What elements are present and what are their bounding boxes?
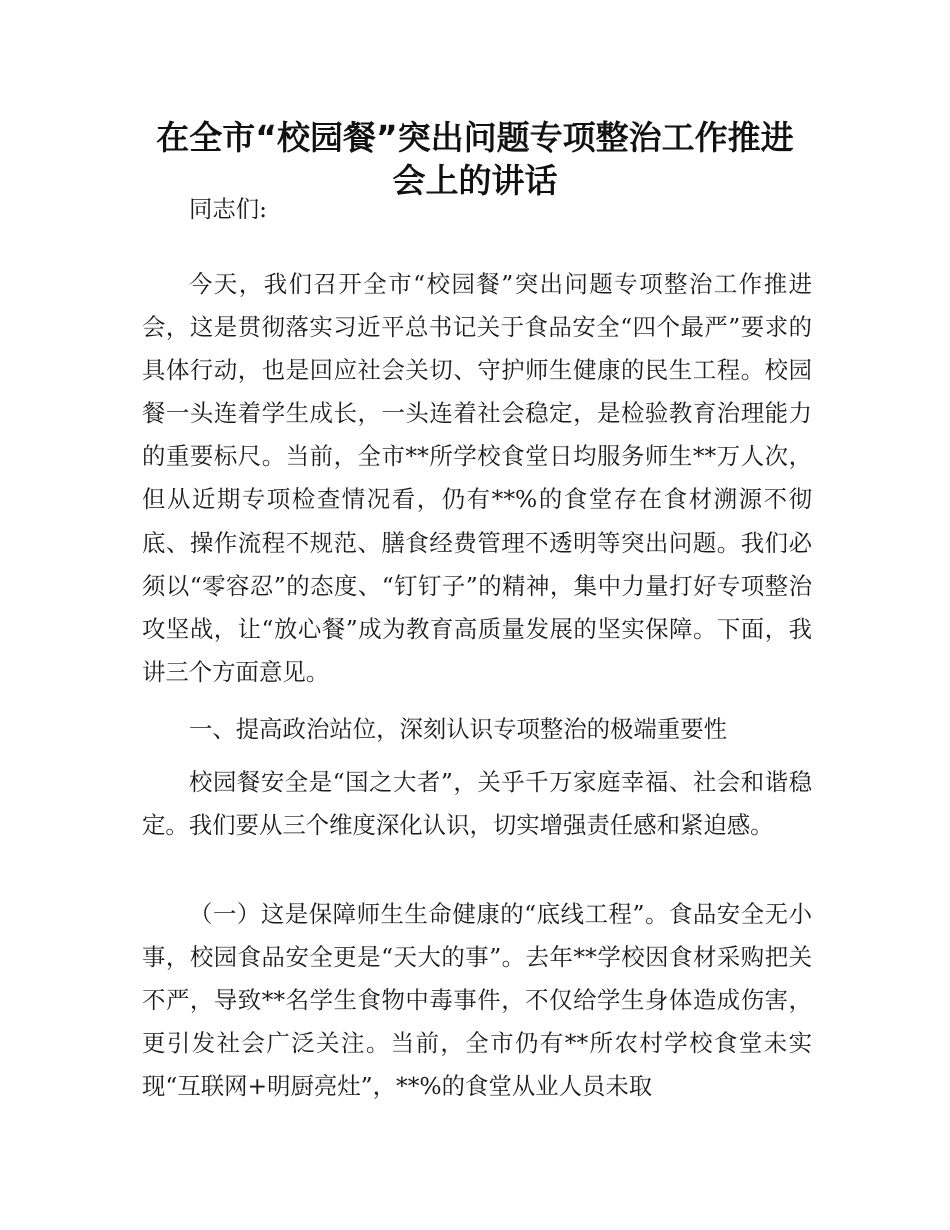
section-heading-block [142, 708, 812, 751]
section-1-paragraph: 校园餐安全是“国之大者”，关乎千万家庭幸福、社会和谐稳定。我们要从三个维度深化认识，切实增强责任感和紧迫感。 [142, 768, 812, 840]
section-1-block [142, 761, 812, 847]
document-title-line-2: 会上的讲话 [392, 161, 558, 200]
section-heading-1: 一、提高政治站位，深刻认识专项整治的极端重要性 [189, 715, 727, 743]
document-title-line-1: 在全市“校园餐”突出问题专项整治工作推进 [156, 118, 794, 157]
intro-paragraph: 今天，我们召开全市“校园餐”突出问题专项整治工作推进会，这是贯彻落实习近平总书记关于食品安全“四个最严”要求的具体行动，也是回应社会关切、守护师生健康的民生工程。校园餐一头连着学生成长，一头连着社会稳定，是检验教育治理能力的重要标尺。当前，全市**所学校食堂日均服务师生**万人次，但从近期专项检查情况看，仍有**%的食堂存在食材溯源不彻底、操作流程不规范、膳食经费管理不透明等突出问题。我们必须以“零容忍”的态度、“钉钉子”的精神，集中力量打好专项整治攻坚战，让“放心餐”成为教育高质量发展的坚实保障。下面，我讲三个方面意见。 [142, 270, 812, 686]
subsection-1-paragraph: （一）这是保障师生生命健康的“底线工程”。食品安全无小事，校园食品安全更是“天大的事”。去年**学校因食材采购把关不严，导致**名学生食物中毒事件，不仅给学生身体造成伤害，更引发社会广泛关注。当前，全市仍有**所农村学校食堂未实现“互联网+明厨亮灶”，**%的食堂从业人员未取 [142, 900, 812, 1101]
salutation-block [142, 188, 812, 231]
intro-block [142, 263, 812, 694]
salutation: 同志们: [189, 195, 268, 223]
subsection-1-block [142, 893, 812, 1108]
